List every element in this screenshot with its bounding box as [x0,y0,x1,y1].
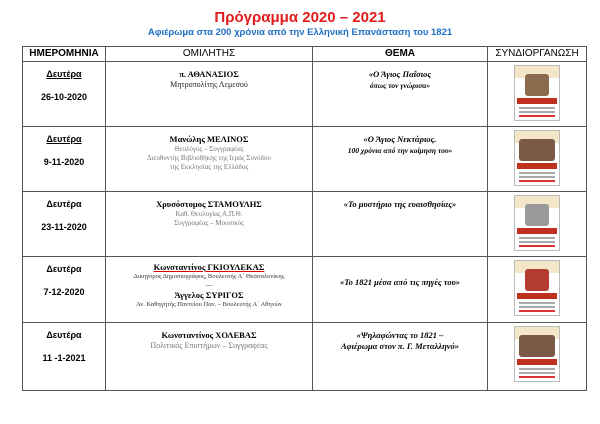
theme-line: όπως τον γνώρισα» [369,81,431,90]
program-title: Πρόγραμμα 2020 – 2021 [214,9,386,26]
poster-cell [488,257,587,323]
speaker-cell [106,127,313,192]
date-cell [23,62,106,127]
event-poster-image [514,326,560,382]
column-header-theme: ΘΕΜΑ [313,47,488,62]
theme-line: 100 χρόνια από την κοίμηση του» [347,146,453,155]
event-poster-image [514,130,560,186]
program-subtitle: Αφιέρωμα στα 200 χρόνια από την Ελληνική Επανάσταση του 1821 [147,27,453,38]
date-cell [23,192,106,257]
theme-cell [313,62,488,127]
speaker-name: π. ΑΘΑΝΑΣΙΟΣ [179,69,239,79]
speaker-name: Μανώλης ΜΕΛΙΝΟΣ [169,134,249,144]
date-label: 7-12-2020 [43,287,85,297]
date-cell [23,127,106,192]
poster-cell [488,192,587,257]
program-table [22,46,587,391]
date-label: 9-11-2020 [43,157,85,167]
poster-cell [488,323,587,391]
speaker-role: Καθ. Θεολογίας Α.Π.Θ. [175,210,243,218]
column-header-date: ΗΜΕΡΟΜΗΝΙΑ [23,47,106,62]
date-cell [23,323,106,391]
day-label: Δευτέρα [46,330,82,340]
table-row [23,192,587,257]
theme-cell [313,192,488,257]
speaker-name: Χρυσόστομος ΣΤΑΜΟΥΛΗΣ [156,199,262,209]
theme-cell [313,257,488,323]
theme-line: «Το 1821 μέσα από τις πηγές του» [339,277,461,287]
theme-cell [313,323,488,391]
table-header-row [23,47,587,62]
day-label: Δευτέρα [46,264,82,274]
table-row [23,62,587,127]
event-poster-image [514,260,560,316]
date-cell [23,257,106,323]
speaker-role: Μητροπολίτης Λεμεσού [170,80,248,89]
day-label: Δευτέρα [46,199,82,209]
speaker-role: Δικηγόρος Δημοσιογράφος, Βουλευτής Α΄ Θεσσαλονίκης [133,273,285,280]
speaker-cell [106,257,313,323]
poster-cell [488,62,587,127]
table-row [23,323,587,391]
speaker-role: της Εκκλησίας της Ελλάδος [169,163,249,171]
speaker-separator: --- [205,280,213,289]
speaker-role: Διευθυντής Βιβλιοθήκης της Ιεράς Συνόδου [147,154,271,162]
speaker-role: Συγγραφέας – Μουσικός [174,219,244,227]
speaker-name: Κωνσταντίνος ΓΚΙΟΥΛΕΚΑΣ [153,262,265,272]
poster-cell [488,127,587,192]
theme-cell [313,127,488,192]
date-label: 11 -1-2021 [42,353,86,363]
column-header-speaker: ΟΜΙΛΗΤΗΣ [106,47,313,62]
speaker-name: Κωνσταντίνος ΧΟΛΕΒΑΣ [161,330,257,340]
day-label: Δευτέρα [46,69,82,79]
speaker-role: Αν. Καθηγητής Παντείου Παν. – Βουλευτής Α΄ Αθηνών [136,300,282,308]
table-row [23,127,587,192]
theme-line: Αφιέρωμα στον π. Γ. Μεταλληνό» [340,341,460,351]
date-label: 26-10-2020 [40,92,88,102]
speaker-name: Άγγελος ΣΥΡΙΓΟΣ [174,289,244,300]
theme-line: «Ψηλαφώντας το 1821 – [356,330,444,340]
date-label: 23-11-2020 [41,222,87,232]
column-header-coorganization: ΣΥΝΔΙΟΡΓΑΝΩΣΗ [488,47,587,62]
theme-line: «Το μυστήριο της ευαισθησίας» [343,199,457,209]
theme-line: «Ο Άγιος Νεκτάριος. [363,134,437,144]
speaker-cell [106,62,313,127]
day-label: Δευτέρα [46,134,82,144]
speaker-cell [106,323,313,391]
event-poster-image [514,65,560,121]
speaker-cell [106,192,313,257]
theme-line: «Ο Άγιος Παΐσιος [368,69,432,79]
speaker-role: Πολιτικός Επιστήμων – Συγγραφέας [150,341,268,350]
event-poster-image [514,195,560,251]
speaker-role: Θεολόγος – Συγγραφέας [174,145,244,153]
table-row [23,257,587,323]
